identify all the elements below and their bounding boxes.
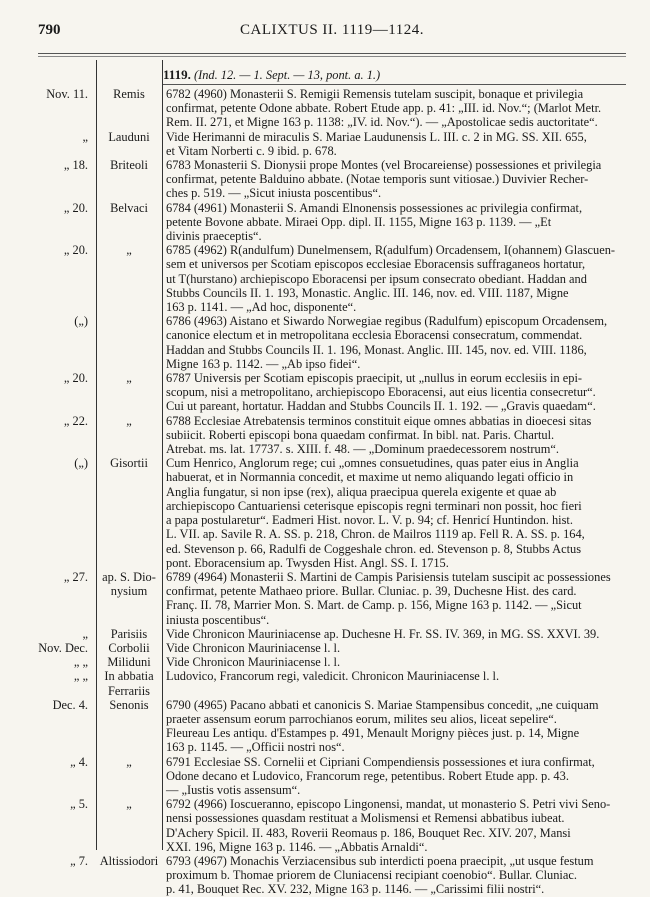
entry-text [162, 87, 626, 130]
entry-place: Senonis [109, 697, 149, 712]
entry-text [162, 456, 626, 570]
entry-place [96, 314, 162, 371]
entry-body: 6793 (4967) Monachis Verziacensibus sub interdicti poena praecipit, „ut usque festum proximum b. Thomae priorem de Cluniacensi recipiant coenobio“. Bullar. Cluniac. p. 41, Bouquet Rec. XV. 232, Migne 163 p. 1146. — „Carissimi filii nostri“. [166, 853, 594, 897]
register-entry [38, 669, 626, 697]
register-entry [38, 627, 626, 641]
entry-text [162, 201, 626, 244]
entry-date: „ „ [73, 655, 88, 670]
entry-list [38, 87, 626, 897]
entry-body: Cum Henrico, Anglorum rege; cui „omnes consuetudines, quas pater eius in Anglia habuerat, et in Normannia concedit, et maxime ut nemo aliquando legati officio in Anglia fungatur, si non ipse (rex), aliqua praecipua querela exigente et quae ab archiepiscopo Cantuariensi ceterisque episcopis regni terminari non possit, hoc fieri a papa postularetur“. Eadmeri Hist. novor. L. V. p. 94; cf. Henricí Huntindon. hist. L. VII. ap. Savile R. A. SS. p. 218, Chron. de Mailros 1119 ap. Fell R. A. SS. p. 164, ed. Stevenson p. 66, Radulfi de Coggeshale chron. ed. Stevenson p. 8, Stubbs Actus pont. Eboracensium ap. Twysden Hist. Angl. SS. I. 1715. [166, 456, 585, 570]
entry-place: „ [126, 371, 132, 386]
entry-text [162, 755, 626, 798]
entry-body: 6788 Ecclesiae Atrebatensis terminos constituit eique omnes abbatias in dioecesi sitas subiicit. Roberti episcopi bona quaedam confirmat. In bibl. nat. Paris. Chartul. Atrebat. ms. lat. 17737. s. XIII. f. 48. — „Dominum praedecessorem nostrum“. [166, 413, 592, 457]
entry-place: „ [126, 243, 132, 258]
entry-date: „ 4. [70, 754, 88, 769]
entry-body: 6790 (4965) Pacano abbati et canonicis S. Mariae Stampensibus concedit, „ne cuiquam praeter assensum eorum parrochianos eorum, milites seu alios, liceat sepelire“. Fleureau Les antiqu. d'Estampes p. 491, Menault Morigny pièces just. p. 14, Migne 163 p. 1145. — „Officii nostri nos“. [166, 697, 599, 755]
entry-date: Nov. Dec. [38, 640, 88, 655]
register-entry [38, 414, 626, 457]
entry-text [162, 627, 626, 641]
entry-text [162, 314, 626, 371]
register-entry [38, 201, 626, 244]
entry-place: Parisiis [110, 626, 148, 641]
entry-body: 6792 (4966) Ioscueranno, episcopo Lingonensi, mandat, ut monasterio S. Petri vivi Seno- nensi possessiones quasdam restituat a Molismensi et Remensi abbatibus iubeat. D'Achery Spicil. II. 483, Roverii Reomaus p. 186, Bouquet Rec. XIV. 207, Mansi XXI. 196, Migne 163 p. 1146. — „Abbatis Arnaldi“. [166, 797, 611, 854]
entry-date: „ 22. [63, 413, 88, 428]
register-entry [38, 570, 626, 627]
register-entry [38, 87, 626, 130]
entry-place: ap. S. Dio- nysium [102, 569, 156, 599]
entry-date: („) [74, 314, 88, 329]
entry-body: 6782 (4960) Monasterii S. Remigii Remensis tutelam suscipit, bonaque et privilegia confirmat, petente Odone abbate. Robert Etude app. p. 41: „III. id. Nov.“; (Marlot Metr. Rem. II. 271, et Migne 163 p. 1138: „IV. id. Nov.“). — „Apostolicae sedis auctoritate“. [166, 87, 602, 130]
entry-text [162, 371, 626, 414]
entry-place: „ [126, 754, 132, 769]
entry-text [162, 669, 626, 697]
entry-date: „ „ [73, 669, 88, 684]
year-label: 1119. [163, 67, 191, 82]
entry-date: „ 18. [63, 158, 88, 173]
entry-date: „ 7. [70, 853, 88, 868]
page-number: 790 [38, 22, 61, 38]
entry-date: „ 5. [70, 797, 88, 812]
entry-text [162, 797, 626, 854]
entry-text [162, 570, 626, 627]
register-entry [38, 655, 626, 669]
entry-body: 6783 Monasterii S. Dionysii prope Montes (vel Brocareiense) possessiones et privilegia confirmat, petente Balduino abbate. (Notae temporis sunt vitiosae.) Duvivier Recher- ches p. 519. — „Sicut iniusta poscentibus“. [166, 158, 602, 201]
entry-place: In abbatia Ferrariis [104, 669, 154, 698]
entry-text [162, 698, 626, 755]
register-table [38, 68, 626, 897]
entry-place: Briteoli [110, 158, 148, 173]
entry-date: Dec. 4. [52, 697, 88, 712]
register-entry [38, 371, 626, 414]
year-row [163, 68, 626, 85]
entry-place: Belvaci [110, 200, 148, 215]
entry-place: „ [126, 413, 132, 428]
header-rule-thin [38, 56, 626, 57]
entry-date: („) [74, 456, 88, 471]
register-entry [38, 755, 626, 798]
entry-place: „ [126, 797, 132, 812]
entry-date: Nov. 11. [46, 87, 88, 101]
entry-body: 6786 (4963) Aistano et Siwardo Norwegiae regibus (Radulfum) episcopum Orcadensem, canonice electum et in metropolitana ecclesia Eboracensi consecratum, commendat. Haddan and Stubbs Councils II. 1. 196, Monast. Anglic. III. 145, nov. ed. VIII. 1186, Migne 163 p. 1142. — „Ab ipso fidei“. [166, 314, 608, 371]
entry-date: „ [82, 129, 88, 144]
entry-date: „ [82, 626, 88, 641]
register-entry [38, 456, 626, 570]
register-entry [38, 797, 626, 854]
register-entry [38, 698, 626, 755]
entry-date: „ 27. [63, 569, 88, 584]
entry-place: Remis [113, 87, 145, 101]
register-entry [38, 158, 626, 201]
entry-text [162, 641, 626, 655]
entry-body: 6791 Ecclesiae SS. Cornelii et Cipriani Compendiensis possessiones et iura confirmat, Odone decano et Ludovico, Francorum rege, petentibus. Robert Etude app. p. 43. — „Iustis votis assensum“. [166, 754, 595, 797]
entry-date: „ 20. [63, 243, 88, 258]
entry-body: 6789 (4964) Monasterii S. Martini de Campis Parisiensis tutelam suscipit ac possessiones confirmat, petente Mathaeo priore. Bullar. Cluniac. p. 39, Duchesne Hist. des card. Franç. II. 78, Marrier Mon. S. Mart. de Camp. p. 156, Migne 163 p. 1142. — „Sicut iniusta poscentibus“. [166, 569, 611, 627]
entry-body: 6785 (4962) R(andulfum) Dunelmensem, R(adulfum) Orcadensem, I(ohannem) Glascuen- sem et universos per Scotiam episcopos ecclesiae Eboracensis suffraganeos hortatur, ut T(hurstano) archiepiscopo Eboracensi per ipsum consecrato obediant. Haddan and Stubbs Councils II. 1. 193, Monastic. Anglic. III. 146, nov. ed. VIII. 1187, Migne 163 p. 1141. — „Ad hoc, disponente“. [166, 243, 616, 315]
indiction-label: (Ind. 12. — 1. Sept. — 13, pont. a. 1.) [193, 68, 381, 82]
entry-body: Vide Herimanni de miraculis S. Mariae Laudunensis L. III. c. 2 in MG. SS. XII. 655, et Vitam Norberti c. 9 ibid. p. 678. [166, 129, 587, 158]
entry-body: 6784 (4961) Monasterii S. Amandi Elnonensis possessiones ac privilegia confirmat, petente Bovone abbate. Miraei Opp. dipl. II. 1155, Migne 163 p. 1139. — „Et divinis praeceptis“. [166, 200, 583, 244]
entry-text [162, 158, 626, 201]
register-entry [38, 854, 626, 897]
register-entry [38, 130, 626, 158]
entry-text [162, 243, 626, 314]
entry-place: Gisortii [110, 456, 148, 471]
entry-place: Lauduni [108, 129, 150, 144]
entry-body: Ludovico, Francorum regi, valedicit. Chronicon Mauriniacense l. l. [166, 669, 500, 684]
entry-body: Vide Chronicon Mauriniacense l. l. [166, 640, 341, 655]
entry-text [162, 655, 626, 669]
page-header [38, 22, 626, 44]
entry-text [162, 854, 626, 897]
entry-place: Altissiodori [99, 853, 159, 868]
entry-place: Corbolii [108, 640, 150, 655]
entry-date: „ 20. [63, 200, 88, 215]
entry-date: „ 20. [63, 371, 88, 386]
entry-body: 6787 Universis per Scotiam episcopis praecipit, ut „nullus in eorum ecclesiis in epi- scopum, nisi a metropolitano, archiepiscopo Eboracensi, aut eius licentia consecretur“. Cui ut pareant, hortatur. Haddan and Stubbs Councils II. 1. 192. — „Gravis quaedam“. [166, 371, 596, 414]
register-entry [38, 243, 626, 314]
header-rule [38, 53, 626, 54]
register-entry [38, 641, 626, 655]
entry-text [162, 414, 626, 457]
entry-place: Miliduni [107, 655, 151, 670]
entry-body: Vide Chronicon Mauriniacense l. l. [166, 655, 341, 670]
entry-body: Vide Chronicon Mauriniacense ap. Duchesne H. Fr. SS. IV. 369, in MG. SS. XXVI. 39. [166, 626, 600, 641]
register-entry [38, 314, 626, 371]
entry-text [162, 130, 626, 158]
running-title: CALIXTUS II. 1119—1124. [240, 22, 424, 38]
